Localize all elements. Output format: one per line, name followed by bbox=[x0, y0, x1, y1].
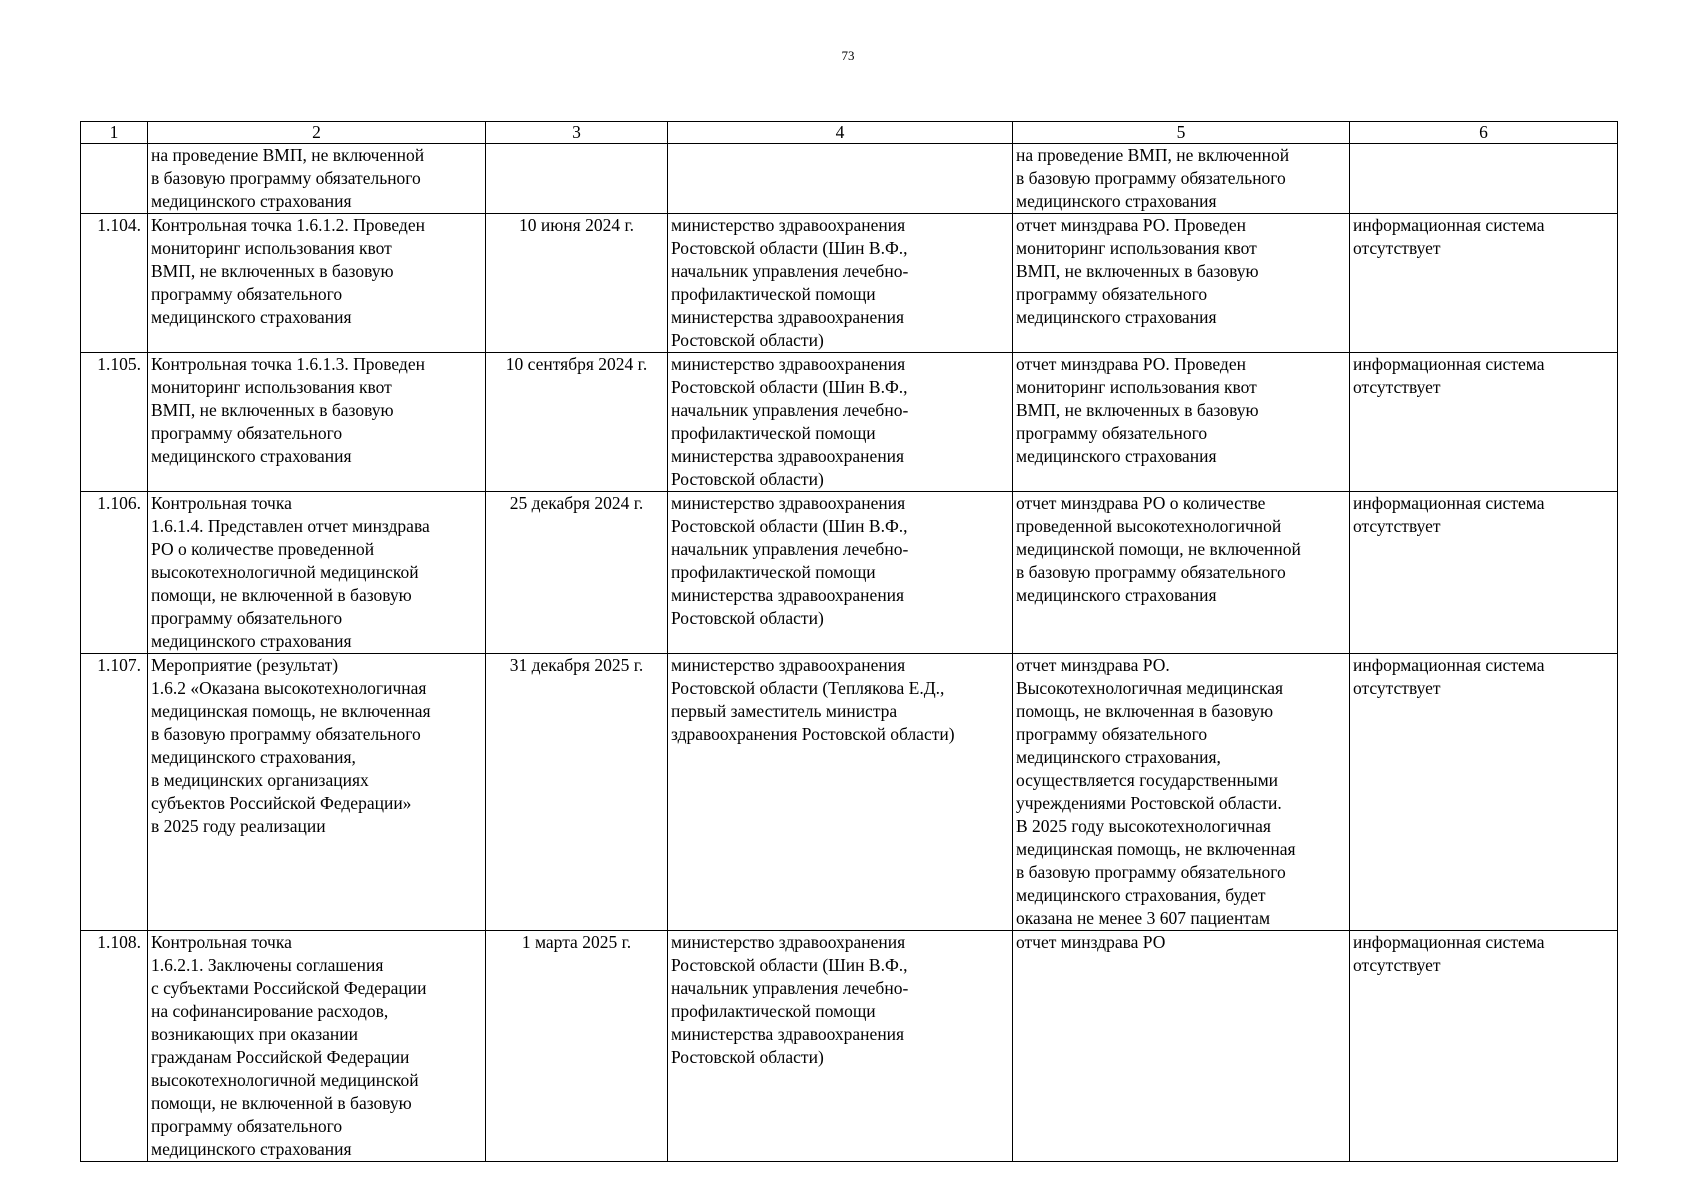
responsible-party: министерство здравоохранения Ростовской области (Шин В.Ф., начальник управления лечебно- профилактической помощи министерства здравоохранения Ростовской области) bbox=[668, 353, 1013, 492]
result-document: отчет минздрава РО bbox=[1013, 931, 1350, 1162]
header-col-3: 3 bbox=[486, 122, 668, 144]
row-number: 1.108. bbox=[81, 931, 148, 1162]
table-row bbox=[81, 931, 1618, 1162]
plan-table bbox=[80, 121, 1618, 1162]
deadline-date: 31 декабря 2025 г. bbox=[486, 654, 668, 931]
table-row bbox=[81, 492, 1618, 654]
deadline-date: 10 июня 2024 г. bbox=[486, 214, 668, 353]
event-description: Контрольная точка 1.6.1.2. Проведен мониторинг использования квот ВМП, не включенных в базовую программу обязательного медицинского страхования bbox=[148, 214, 486, 353]
header-col-5: 5 bbox=[1013, 122, 1350, 144]
row-number: 1.104. bbox=[81, 214, 148, 353]
information-system: информационная система отсутствует bbox=[1350, 492, 1618, 654]
event-description: на проведение ВМП, не включенной в базовую программу обязательного медицинского страхования bbox=[148, 144, 486, 214]
header-col-2: 2 bbox=[148, 122, 486, 144]
responsible-party: министерство здравоохранения Ростовской области (Шин В.Ф., начальник управления лечебно- профилактической помощи министерства здравоохранения Ростовской области) bbox=[668, 492, 1013, 654]
table-row bbox=[81, 654, 1618, 931]
page-number: 73 bbox=[841, 48, 855, 63]
row-number: 1.107. bbox=[81, 654, 148, 931]
result-document: на проведение ВМП, не включенной в базовую программу обязательного медицинского страхования bbox=[1013, 144, 1350, 214]
information-system bbox=[1350, 144, 1618, 214]
result-document: отчет минздрава РО. Проведен мониторинг использования квот ВМП, не включенных в базовую программу обязательного медицинского страхования bbox=[1013, 353, 1350, 492]
deadline-date: 25 декабря 2024 г. bbox=[486, 492, 668, 654]
header-row bbox=[81, 122, 1618, 144]
event-description: Мероприятие (результат) 1.6.2 «Оказана высокотехнологичная медицинская помощь, не включенная в базовую программу обязательного медицинского страхования, в медицинских организациях субъектов Российской Федерации» в 2025 году реализации bbox=[148, 654, 486, 931]
event-description: Контрольная точка 1.6.1.3. Проведен мониторинг использования квот ВМП, не включенных в базовую программу обязательного медицинского страхования bbox=[148, 353, 486, 492]
row-number: 1.105. bbox=[81, 353, 148, 492]
information-system: информационная система отсутствует bbox=[1350, 931, 1618, 1162]
event-description: Контрольная точка 1.6.1.4. Представлен отчет минздрава РО о количестве проведенной высокотехнологичной медицинской помощи, не включенной в базовую программу обязательного медицинского страхования bbox=[148, 492, 486, 654]
header-col-4: 4 bbox=[668, 122, 1013, 144]
row-number bbox=[81, 144, 148, 214]
result-document: отчет минздрава РО. Высокотехнологичная медицинская помощь, не включенная в базовую программу обязательного медицинского страхования, осуществляется государственными учреждениями Ростовской области. В 2025 году высокотехнологичная медицинская помощь, не включенная в базовую программу обязательного медицинского страхования, будет оказана не менее 3 607 пациентам bbox=[1013, 654, 1350, 931]
event-description: Контрольная точка 1.6.2.1. Заключены соглашения с субъектами Российской Федерации на софинансирование расходов, возникающих при оказании гражданам Российской Федерации высокотехнологичной медицинской помощи, не включенной в базовую программу обязательного медицинского страхования bbox=[148, 931, 486, 1162]
deadline-date bbox=[486, 144, 668, 214]
row-number: 1.106. bbox=[81, 492, 148, 654]
table-row bbox=[81, 214, 1618, 353]
result-document: отчет минздрава РО. Проведен мониторинг использования квот ВМП, не включенных в базовую программу обязательного медицинского страхования bbox=[1013, 214, 1350, 353]
deadline-date: 1 марта 2025 г. bbox=[486, 931, 668, 1162]
information-system: информационная система отсутствует bbox=[1350, 353, 1618, 492]
table-row bbox=[81, 353, 1618, 492]
header-col-6: 6 bbox=[1350, 122, 1618, 144]
information-system: информационная система отсутствует bbox=[1350, 654, 1618, 931]
result-document: отчет минздрава РО о количестве проведенной высокотехнологичной медицинской помощи, не включенной в базовую программу обязательного медицинского страхования bbox=[1013, 492, 1350, 654]
information-system: информационная система отсутствует bbox=[1350, 214, 1618, 353]
header-col-1: 1 bbox=[81, 122, 148, 144]
responsible-party: министерство здравоохранения Ростовской области (Шин В.Ф., начальник управления лечебно- профилактической помощи министерства здравоохранения Ростовской области) bbox=[668, 931, 1013, 1162]
responsible-party: министерство здравоохранения Ростовской области (Теплякова Е.Д., первый заместитель министра здравоохранения Ростовской области) bbox=[668, 654, 1013, 931]
table-row bbox=[81, 144, 1618, 214]
deadline-date: 10 сентября 2024 г. bbox=[486, 353, 668, 492]
responsible-party: министерство здравоохранения Ростовской области (Шин В.Ф., начальник управления лечебно- профилактической помощи министерства здравоохранения Ростовской области) bbox=[668, 214, 1013, 353]
responsible-party bbox=[668, 144, 1013, 214]
